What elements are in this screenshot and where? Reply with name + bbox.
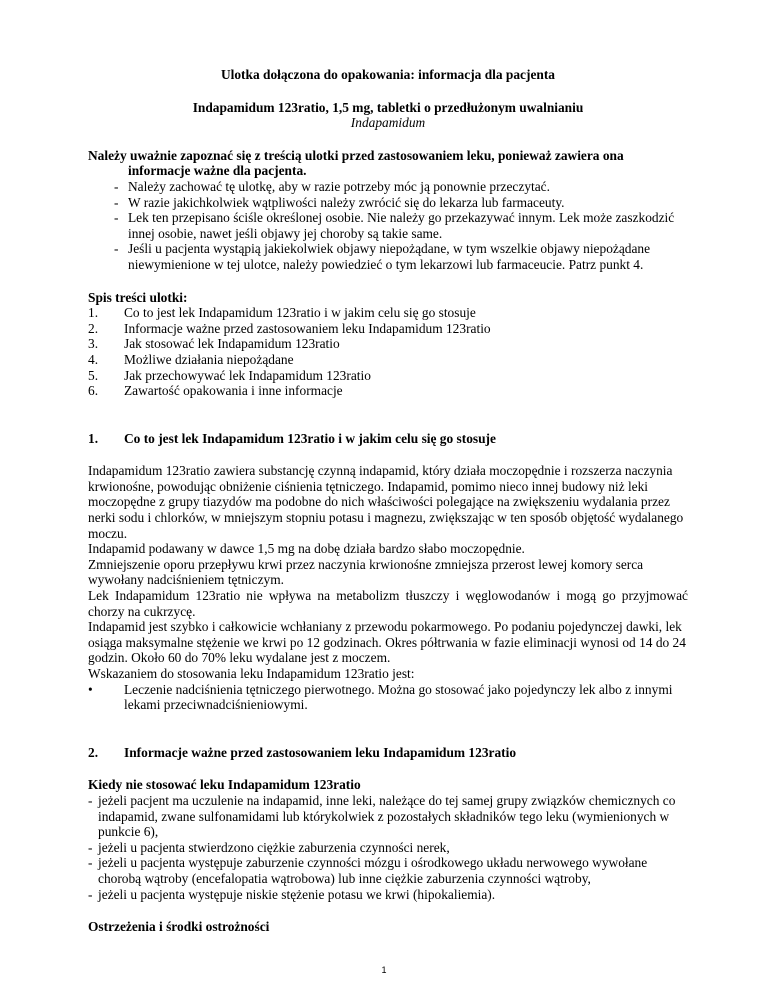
read-warning-list: [88, 179, 688, 273]
toc-item: [88, 352, 688, 368]
table-of-contents: [88, 305, 688, 399]
toc-text: Co to jest lek Indapamidum 123ratio i w jakim celu się go stosuje: [124, 305, 476, 321]
section-title: Informacje ważne przed zastosowaniem leku Indapamidum 123ratio: [124, 744, 517, 760]
section-number: 1.: [88, 430, 99, 446]
toc-number: 3.: [88, 336, 99, 352]
indication-item: [88, 682, 688, 713]
dash-mark: -: [88, 839, 93, 855]
dash-mark: -: [114, 194, 119, 210]
list-item: [88, 195, 688, 211]
toc-number: 1.: [88, 305, 99, 321]
list-item: [88, 887, 688, 903]
list-item-text: jeżeli u pacjenta stwierdzono ciężkie zaburzenia czynności nerek,: [98, 839, 450, 855]
page-number: 1: [381, 965, 387, 975]
list-item-text: W razie jakichkolwiek wątpliwości należy zwrócić się do lekarza lub farmaceuty.: [128, 194, 565, 210]
dash-mark: -: [88, 855, 93, 871]
section-1-body: [88, 463, 688, 713]
toc-text: Jak przechowywać lek Indapamidum 123ratio: [124, 367, 371, 383]
toc-item: [88, 321, 688, 337]
contraindications-list: [88, 793, 688, 902]
toc-number: 2.: [88, 320, 99, 336]
list-item-text: Jeśli u pacjenta wystąpią jakiekolwiek objawy niepożądane, w tym wszelkie objawy niepożądane niewymienione w tej ulotce, należy powiedzieć o tym lekarzowi lub farmaceucie. Patrz punkt 4.: [128, 241, 651, 272]
list-item: [88, 840, 688, 856]
list-item: [88, 855, 688, 886]
indication-intro: Wskazaniem do stosowania leku Indapamidum 123ratio jest:: [88, 666, 415, 681]
dash-mark: -: [114, 210, 119, 226]
toc-item: [88, 383, 688, 399]
when-not-to-use-heading: Kiedy nie stosować leku Indapamidum 123ratio: [88, 777, 361, 793]
list-item: [88, 241, 688, 272]
dash-mark: -: [114, 241, 119, 257]
dash-mark: -: [88, 886, 93, 902]
leaflet-title: Ulotka dołączona do opakowania: informacja dla pacjenta: [220, 67, 556, 82]
active-substance: Indapamidum: [350, 115, 426, 131]
list-item-text: jeżeli pacjent ma uczulenie na indapamid, inne leki, należące do tej samej grupy związków chemicznych co indapamid, zwane sulfonamidami lub którykolwiek z pozostałych składników tego leku (wymienionych w punkcie 6),: [98, 792, 676, 840]
paragraph: Zmniejszenie oporu przepływu krwi przez naczynia krwionośne zmniejsza przerost lewej komory serca wywołany nadciśnieniem tętniczym.: [88, 556, 644, 588]
toc-number: 5.: [88, 367, 99, 383]
toc-heading: Spis treści ulotki:: [88, 289, 188, 305]
toc-item: [88, 368, 688, 384]
dash-mark: -: [88, 792, 93, 808]
warnings-heading: Ostrzeżenia i środki ostrożności: [88, 919, 270, 935]
toc-text: Zawartość opakowania i inne informacje: [124, 383, 343, 399]
section-title: Co to jest lek Indapamidum 123ratio i w jakim celu się go stosuje: [124, 430, 496, 446]
paragraph: Lek Indapamidum 123ratio nie wpływa na metabolizm tłuszczy i węglowodanów i mogą go przyjmować chorzy na cukrzycę.: [88, 588, 688, 619]
section-2-heading: [88, 745, 688, 761]
list-item: [88, 793, 688, 840]
leaflet-page: [88, 0, 688, 935]
section-number: 2.: [88, 744, 99, 760]
toc-text: Jak stosować lek Indapamidum 123ratio: [124, 336, 340, 352]
read-warning-intro: Należy uważnie zapoznać się z treścią ulotki przed zastosowaniem leku, ponieważ zawiera ona informacje ważne dla pacjenta.: [88, 147, 624, 179]
dash-mark: -: [114, 178, 119, 194]
list-item-text: Lek ten przepisano ściśle określonej osobie. Nie należy go przekazywać innym. Lek może zaszkodzić innej osobie, nawet jeśli objawy jej choroby są takie same.: [128, 210, 675, 241]
paragraph: Indapamidum 123ratio zawiera substancję czynną indapamid, który działa moczopędnie i rozszerza naczynia krwionośne, powodując obniżenie ciśnienia tętniczego. Indapamid, pomimo nieco innej budowy niż leki moczopędne z grupy tiazydów ma podobne do nich właściwości polegające na zwiększeniu wydalania przez nerki sodu i chlorków, w mniejszym stopniu potasu i magnezu, zwiększając w ten sposób objętość wydalanego moczu.: [88, 463, 684, 541]
paragraph: Indapamid podawany w dawce 1,5 mg na dobę działa bardzo słabo moczopędnie.: [88, 541, 525, 557]
toc-text: Informacje ważne przed zastosowaniem leku Indapamidum 123ratio: [124, 320, 491, 336]
product-name: Indapamidum 123ratio, 1,5 mg, tabletki o przedłużonym uwalnianiu: [192, 99, 584, 115]
list-item-text: Należy zachować tę ulotkę, aby w razie potrzeby móc ją ponownie przeczytać.: [128, 178, 550, 194]
toc-text: Możliwe działania niepożądane: [124, 351, 294, 367]
toc-number: 4.: [88, 351, 99, 367]
paragraph: Indapamid jest szybko i całkowicie wchłaniany z przewodu pokarmowego. Po podaniu pojedynczej dawki, lek osiąga maksymalne stężenie we krwi po 12 godzinach. Okres półtrwania w fazie eliminacji wynosi od 14 do 24 godzin. Około 60 do 70% leku wydalane jest z moczem.: [88, 619, 686, 666]
toc-item: [88, 305, 688, 321]
toc-item: [88, 336, 688, 352]
list-item-text: jeżeli u pacjenta występuje niskie stężenie potasu we krwi (hipokaliemia).: [98, 886, 496, 902]
list-item: [88, 179, 688, 195]
toc-number: 6.: [88, 383, 99, 399]
list-item: [88, 210, 688, 241]
bullet-mark: •: [88, 681, 93, 697]
section-1-heading: [88, 431, 688, 447]
indication-text: Leczenie nadciśnienia tętniczego pierwotnego. Można go stosować jako pojedynczy lek albo z innymi lekami przeciwnadciśnieniowymi.: [124, 681, 673, 713]
list-item-text: jeżeli u pacjenta występuje zaburzenie czynności mózgu i ośrodkowego układu nerwowego wywołane chorobą wątroby (encefalopatia wątrobowa) lub inne ciężkie zaburzenia czynności wątroby,: [98, 855, 648, 886]
